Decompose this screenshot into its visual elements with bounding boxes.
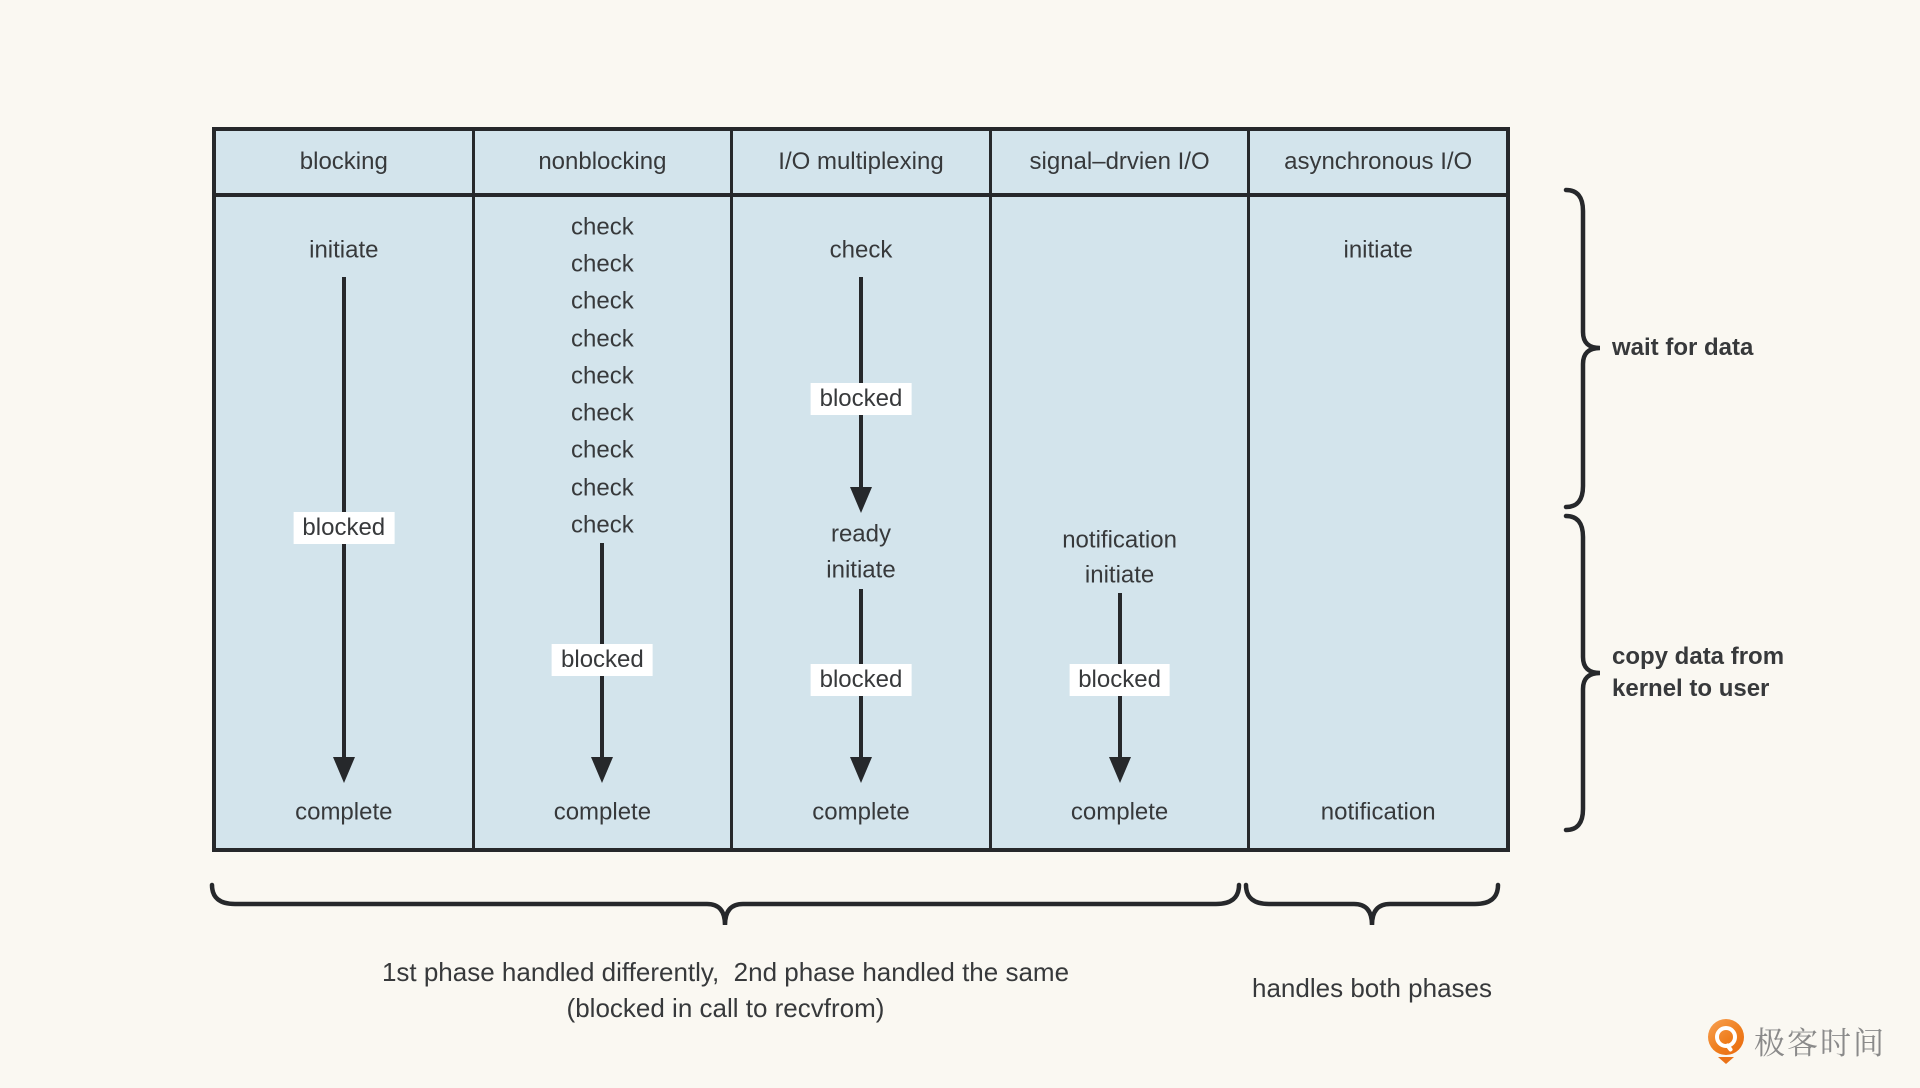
step-label: complete bbox=[295, 798, 393, 826]
column-header-1 bbox=[216, 131, 475, 193]
step-label: complete bbox=[553, 798, 652, 826]
bottom-left-caption-line1: 1st phase handled differently, 2nd phase handled the same bbox=[381, 957, 1070, 987]
step-label: check bbox=[571, 436, 634, 464]
table-header-row bbox=[216, 131, 1506, 197]
step-label: initiate bbox=[309, 236, 379, 264]
blocked-badge: blocked bbox=[293, 512, 394, 544]
blocked-badge: blocked bbox=[1069, 664, 1170, 696]
bottom-left-caption-line2: (blocked in call to recvfrom) bbox=[566, 993, 885, 1023]
step-label: check bbox=[571, 474, 634, 502]
column-header-label: signal–drvien I/O bbox=[1029, 148, 1210, 175]
arrow-head-icon bbox=[1109, 757, 1131, 783]
column-body-5 bbox=[1250, 197, 1506, 848]
first-four-columns-brace bbox=[209, 882, 1242, 928]
step-label: complete bbox=[812, 798, 910, 826]
bottom-left-caption bbox=[209, 954, 1242, 1026]
column-header-3 bbox=[733, 131, 992, 193]
step-label: check bbox=[829, 236, 893, 264]
blocked-badge: blocked bbox=[811, 664, 912, 696]
step-label: check bbox=[571, 511, 634, 539]
bottom-right-caption: handles both phases bbox=[1252, 973, 1492, 1003]
step-label: check bbox=[571, 399, 634, 427]
column-body-2 bbox=[475, 197, 734, 848]
step-label: check bbox=[571, 250, 634, 278]
last-column-brace bbox=[1243, 882, 1501, 928]
copy-data-line2: kernel to user bbox=[1612, 675, 1770, 702]
arrow-head-icon bbox=[850, 487, 872, 513]
column-header-label: nonblocking bbox=[538, 148, 667, 175]
step-label: initiate bbox=[1343, 236, 1413, 264]
column-header-4 bbox=[992, 131, 1251, 193]
copy-data-label bbox=[1612, 641, 1784, 705]
geektime-wordmark: 极客时间 bbox=[1754, 1026, 1886, 1061]
step-label: initiate bbox=[826, 556, 896, 584]
column-body-3 bbox=[733, 197, 992, 848]
copy-data-line1: copy data from bbox=[1612, 643, 1785, 670]
column-body-4 bbox=[992, 197, 1251, 848]
column-header-2 bbox=[475, 131, 734, 193]
blocked-badge: blocked bbox=[552, 644, 653, 676]
io-models-table bbox=[212, 127, 1510, 852]
table-body-row bbox=[216, 197, 1506, 848]
arrow-head-icon bbox=[333, 757, 355, 783]
step-label: check bbox=[571, 325, 634, 353]
step-label: check bbox=[571, 287, 634, 315]
geektime-logo bbox=[1708, 1018, 1886, 1063]
arrow-head-icon bbox=[850, 757, 872, 783]
column-header-label: asynchronous I/O bbox=[1284, 148, 1473, 175]
blocked-badge: blocked bbox=[811, 383, 912, 415]
step-label: notification bbox=[1062, 526, 1177, 554]
wait-for-data-brace bbox=[1563, 187, 1603, 510]
arrow-head-icon bbox=[591, 757, 613, 783]
step-label: check bbox=[571, 362, 634, 390]
column-header-5 bbox=[1250, 131, 1506, 193]
column-header-label: blocking bbox=[299, 148, 388, 175]
copy-data-brace bbox=[1563, 513, 1603, 833]
step-label: initiate bbox=[1084, 561, 1155, 589]
geektime-pin-icon bbox=[1708, 1019, 1744, 1063]
step-label: complete bbox=[1070, 798, 1169, 826]
step-label: notification bbox=[1320, 798, 1436, 826]
column-header-label: I/O multiplexing bbox=[778, 148, 944, 175]
wait-for-data-label: wait for data bbox=[1612, 334, 1754, 361]
step-label: check bbox=[571, 213, 634, 241]
step-label: ready bbox=[830, 520, 891, 548]
column-body-1 bbox=[216, 197, 475, 848]
